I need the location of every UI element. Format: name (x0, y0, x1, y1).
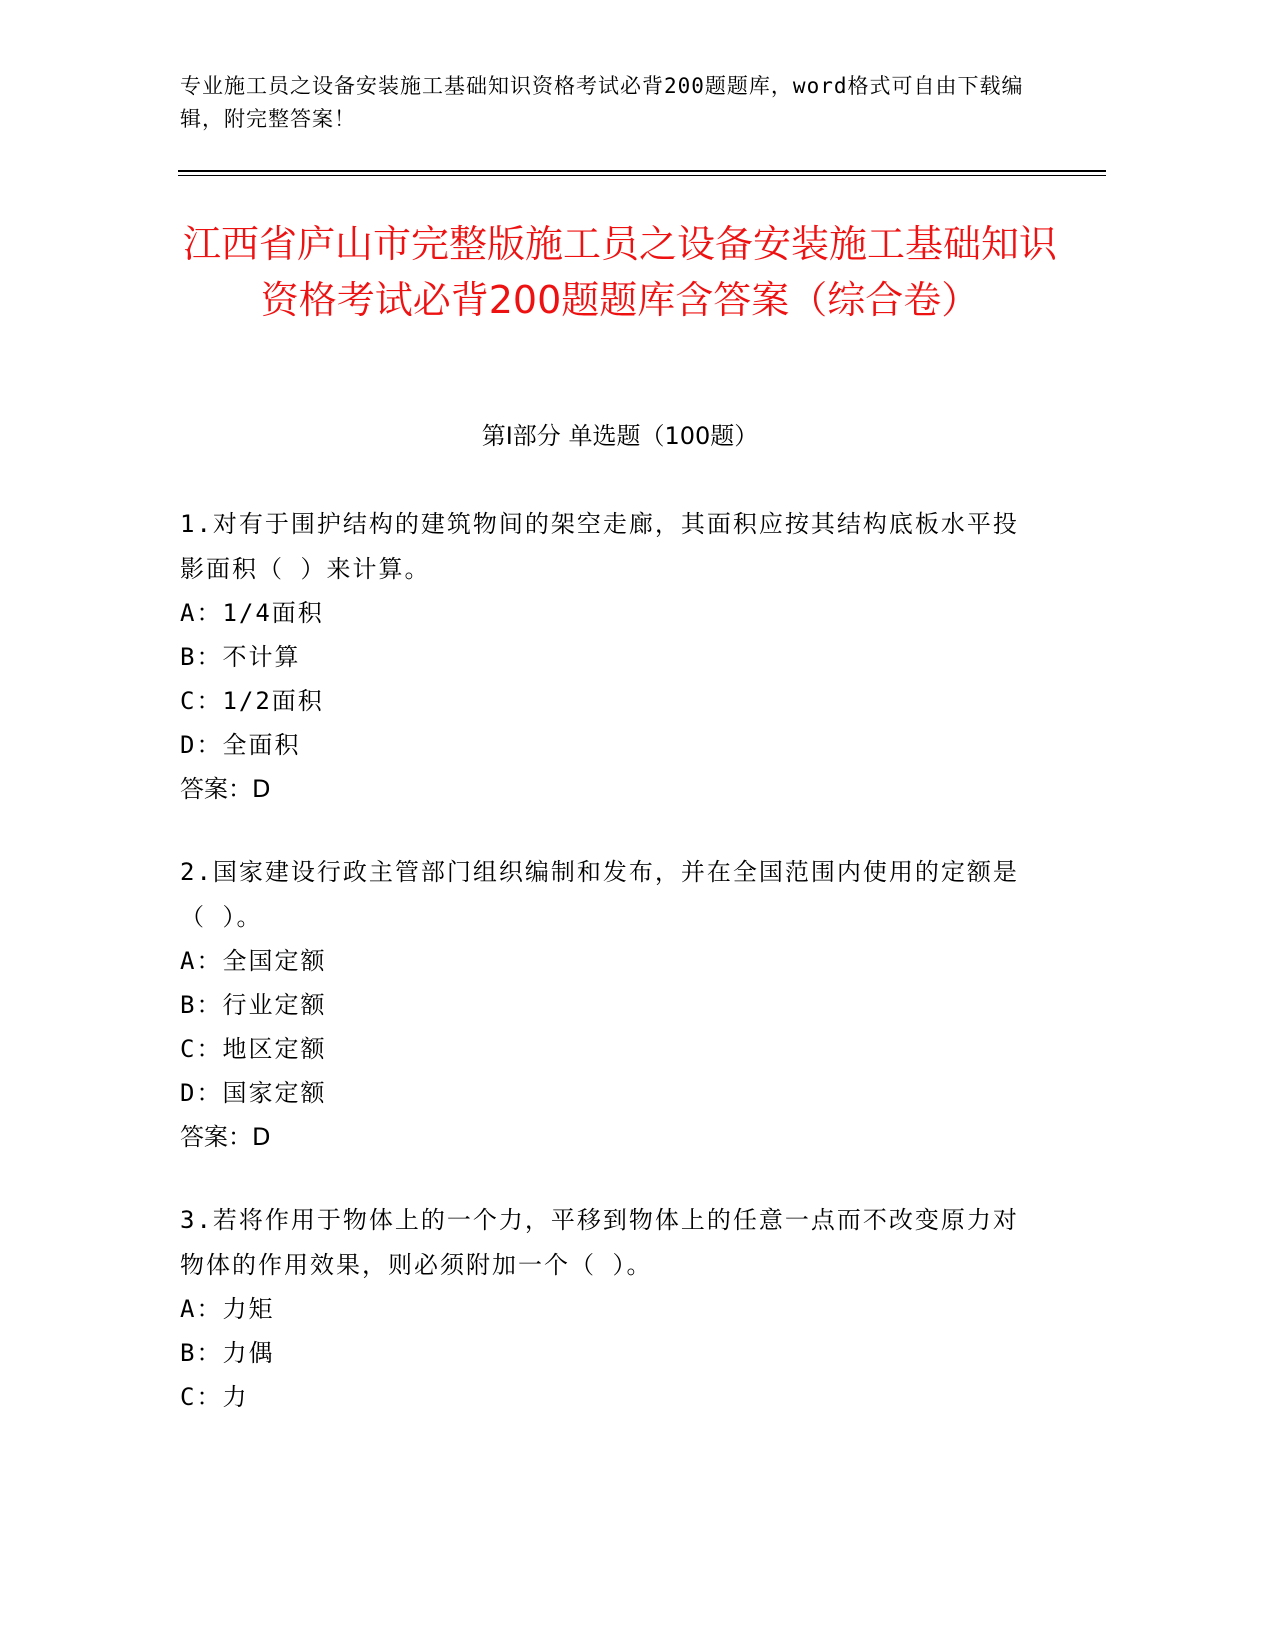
question-option: C：1/2面积 (180, 687, 324, 715)
question-answer: 答案：D (180, 1123, 271, 1151)
question-answer: 答案：D (180, 775, 271, 803)
question-option: D：全面积 (180, 731, 301, 759)
question-stem: 1.对有于围护结构的建筑物间的架空走廊，其面积应按其结构底板水平投影面积（ ）来计算。 (180, 510, 1019, 583)
question-option: A：1/4面积 (180, 599, 324, 627)
question-option: A：力矩 (180, 1295, 275, 1323)
question-stem: 3.若将作用于物体上的一个力，平移到物体上的任意一点而不改变原力对物体的作用效果，则必须附加一个（ ）。 (180, 1206, 1019, 1279)
question-option: B：不计算 (180, 643, 301, 671)
header-divider (178, 170, 1106, 172)
question-option: A：全国定额 (180, 947, 327, 975)
question-option: B：力偶 (180, 1339, 275, 1367)
question-stem: 2.国家建设行政主管部门组织编制和发布，并在全国范围内使用的定额是（ ）。 (180, 858, 1019, 931)
question-option: B：行业定额 (180, 991, 327, 1019)
question-option: D：国家定额 (180, 1079, 327, 1107)
question-option: C：地区定额 (180, 1035, 327, 1063)
header-divider-thin (178, 175, 1106, 176)
section-heading: 第Ⅰ部分 单选题（100题） (481, 422, 759, 450)
header-note: 专业施工员之设备安装施工基础知识资格考试必背200题题库，word格式可自由下载编辑，附完整答案！ (180, 74, 1024, 131)
question-option: C：力 (180, 1383, 249, 1411)
document-title: 江西省庐山市完整版施工员之设备安装施工基础知识资格考试必背200题题库含答案（综合卷） (182, 222, 1057, 322)
